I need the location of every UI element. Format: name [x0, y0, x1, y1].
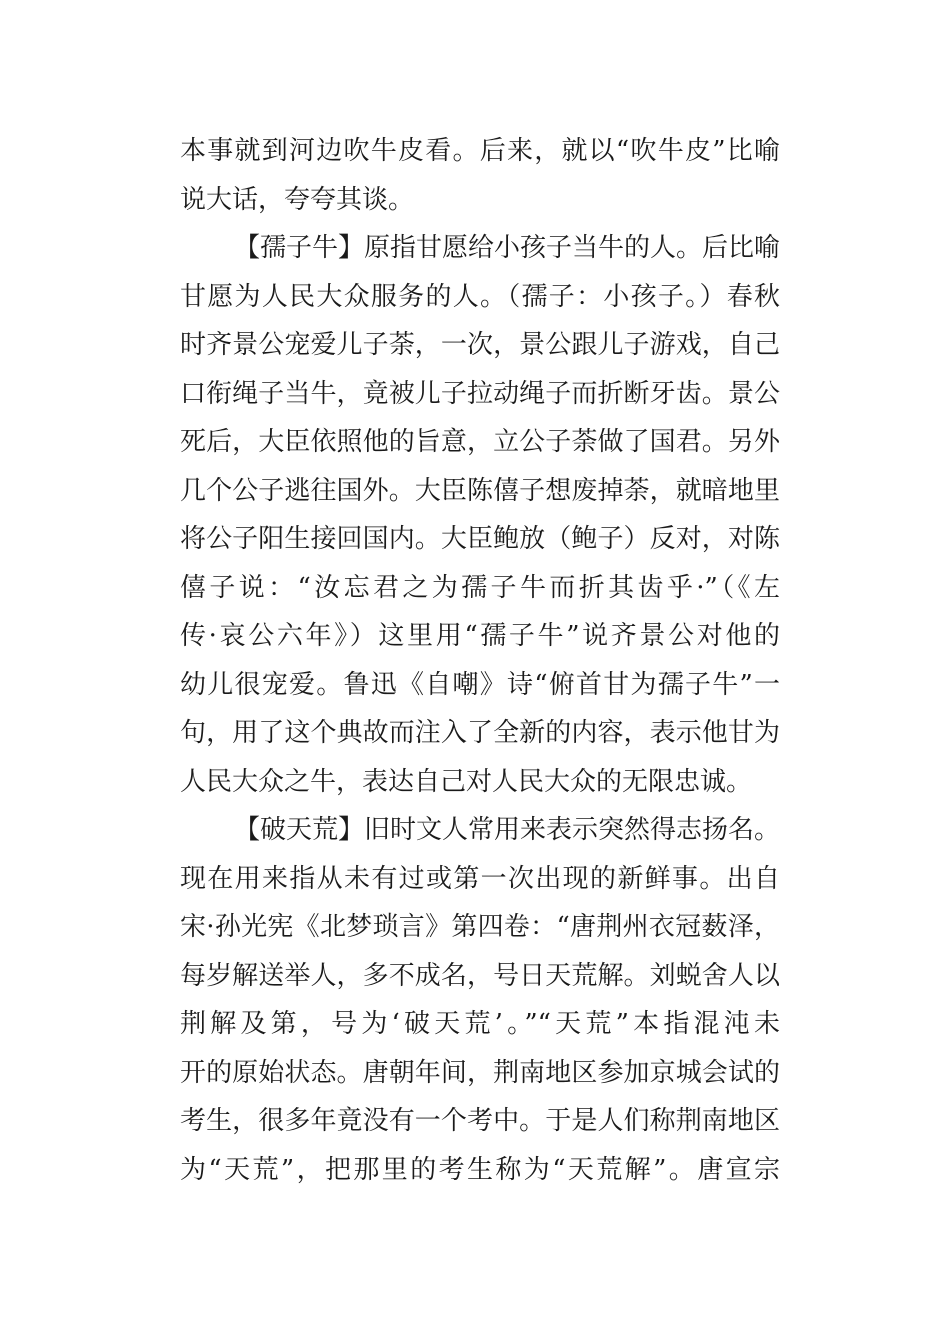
text-line: 幼儿很宠爱。鲁迅《自嘲》诗“俯首甘为孺子牛”一	[180, 669, 780, 700]
text-line: 死后，大臣依照他的旨意，立公子荼做了国君。另外	[180, 427, 780, 457]
text-line: 口衔绳子当牛，竟被儿子拉动绳子而折断牙齿。景公	[180, 378, 780, 409]
text-line: 将公子阳生接回国内。大臣鲍放（鲍子）反对，对陈	[180, 524, 780, 554]
text-line: 本事就到河边吹牛皮看。后来，就以“吹牛皮”比喻	[180, 136, 780, 166]
document-body	[180, 127, 780, 1194]
text-line: 时齐景公宠爱儿子荼，一次，景公跟儿子游戏，自己	[180, 330, 780, 360]
text-line: 甘愿为人民大众服务的人。（孺子：小孩子。）春秋	[180, 281, 780, 312]
text-line: 现在用来指从未有过或第一次出现的新鲜事。出自	[180, 863, 780, 894]
text-line: 宋·孙光宪《北梦琐言》第四卷：“唐荆州衣冠薮泽，	[180, 912, 780, 942]
text-line: 几个公子逃往国外。大臣陈僖子想废掉荼，就暗地里	[180, 475, 780, 506]
text-line: 荆解及第，号为‘破天荒’。”“天荒”本指混沌未	[180, 1009, 780, 1039]
text-line: 说大话，夸夸其谈。	[180, 184, 415, 215]
text-line: 人民大众之牛，表达自己对人民大众的无限忠诚。	[180, 766, 753, 797]
text-line: 每岁解送举人，多不成名，号日天荒解。刘蜕舍人以	[180, 960, 780, 991]
text-line: 僖子说：“汝忘君之为孺子牛而折其齿乎·”（《左	[180, 572, 780, 603]
text-line: 【破天荒】旧时文人常用来表示突然得志扬名。	[234, 815, 781, 845]
text-line: 为“天荒”，把那里的考生称为“天荒解”。唐宣宗	[180, 1154, 780, 1185]
text-line: 考生，很多年竟没有一个考中。于是人们称荆南地区	[180, 1106, 780, 1136]
text-line: 开的原始状态。唐朝年间，荆南地区参加京城会试的	[180, 1057, 780, 1088]
text-line: 传·哀公六年》）这里用“孺子牛”说齐景公对他的	[180, 621, 780, 651]
text-line: 【孺子牛】原指甘愿给小孩子当牛的人。后比喻	[234, 233, 781, 263]
text-line: 句，用了这个典故而注入了全新的内容，表示他甘为	[180, 718, 780, 748]
